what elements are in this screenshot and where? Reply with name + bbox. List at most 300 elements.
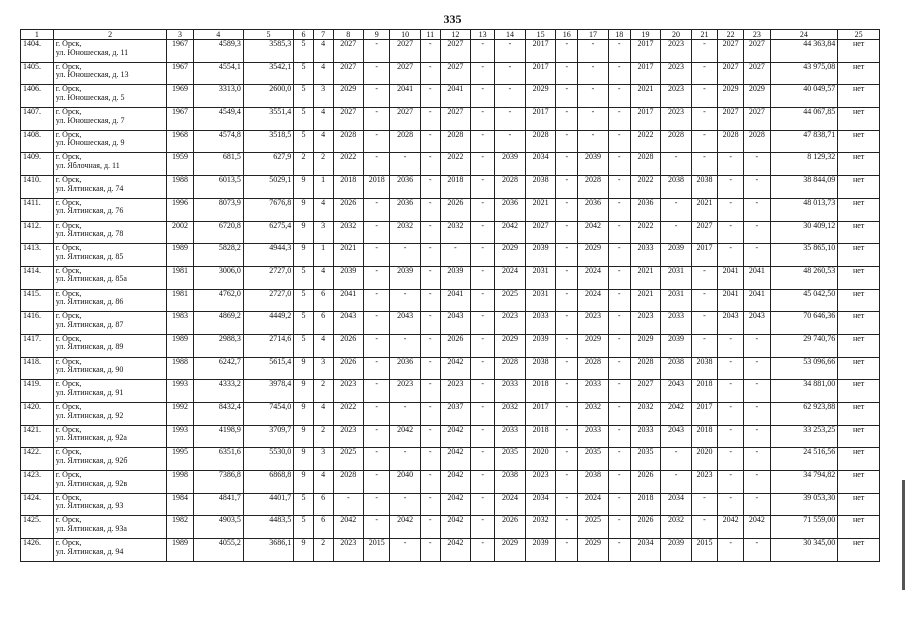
year-cell: - [420,108,440,131]
year-cell: 2024 [495,493,526,516]
year-cell: 2042 [744,516,770,539]
year-cell: 2028 [578,357,609,380]
year-cell: 2027 [744,108,770,131]
year-cell: 2018 [440,176,471,199]
row-number-cell: 1407. [21,108,54,131]
year-cell: - [744,539,770,562]
year-cell: 6 [313,289,333,312]
address-cell: г. Орск, ул. Юношеская, д. 7 [53,108,167,131]
year-cell: - [556,357,578,380]
year-cell: - [471,221,495,244]
row-number-cell: 1413. [21,244,54,267]
year-cell: 1967 [167,62,193,85]
flag-cell: нет [838,493,880,516]
year-cell: 2026 [440,334,471,357]
year-cell: 2036 [630,198,661,221]
year-cell: 5 [294,40,314,63]
year-cell: - [471,40,495,63]
year-cell: 2002 [167,221,193,244]
row-number-cell: 1409. [21,153,54,176]
year-cell: 5 [294,266,314,289]
address-cell: г. Орск, ул. Ялтинская, д. 89 [53,334,167,357]
year-cell: 2021 [333,244,364,267]
year-cell: 2041 [718,289,744,312]
cost-cell: 38 844,09 [770,176,838,199]
cost-cell: 70 646,36 [770,312,838,335]
year-cell: 2018 [630,493,661,516]
year-cell: - [364,380,390,403]
year-cell: 2042 [440,493,471,516]
year-cell: 2028 [390,130,421,153]
year-cell: 2042 [440,425,471,448]
year-cell: 9 [294,221,314,244]
area-cell: 4449,2 [243,312,293,335]
year-cell: - [556,62,578,85]
year-cell: 2043 [390,312,421,335]
year-cell: - [691,312,717,335]
table-row [21,312,880,335]
year-cell: - [718,448,744,471]
address-cell: г. Орск, ул. Ялтинская, д. 85а [53,266,167,289]
year-cell: - [608,130,630,153]
year-cell: - [691,266,717,289]
year-cell: - [608,289,630,312]
year-cell: - [471,448,495,471]
year-cell: 2028 [440,130,471,153]
year-cell: - [556,108,578,131]
header-cell-col-13: 13 [471,30,495,40]
year-cell: - [471,130,495,153]
year-cell: - [608,448,630,471]
year-cell: - [718,221,744,244]
flag-cell: нет [838,334,880,357]
year-cell: 2033 [525,312,556,335]
year-cell: 2023 [525,471,556,494]
year-cell: 2027 [718,62,744,85]
year-cell: - [440,244,471,267]
year-cell: - [364,448,390,471]
cost-cell: 8 129,32 [770,153,838,176]
year-cell: - [390,334,421,357]
year-cell: - [718,380,744,403]
year-cell: - [718,176,744,199]
year-cell: 2032 [630,403,661,426]
address-cell: г. Орск, ул. Яблочная, д. 11 [53,153,167,176]
year-cell: 2041 [718,266,744,289]
year-cell: 2029 [744,85,770,108]
area-cell: 4055,2 [193,539,243,562]
year-cell: 2038 [661,357,692,380]
table-row [21,176,880,199]
header-cell-col-12: 12 [440,30,471,40]
year-cell: - [420,334,440,357]
year-cell: - [471,334,495,357]
year-cell: 2034 [525,493,556,516]
year-cell: 2015 [691,539,717,562]
year-cell: - [744,357,770,380]
year-cell: 2028 [630,153,661,176]
table-row [21,244,880,267]
header-cell-col-22: 22 [718,30,744,40]
year-cell: - [364,357,390,380]
year-cell: - [718,198,744,221]
year-cell: 9 [294,244,314,267]
year-cell: - [471,516,495,539]
year-cell: 2038 [691,357,717,380]
year-cell: - [608,380,630,403]
year-cell: - [364,130,390,153]
table-row [21,289,880,312]
year-cell: 9 [294,471,314,494]
year-cell: - [608,62,630,85]
year-cell: - [608,493,630,516]
year-cell: 2018 [525,425,556,448]
flag-cell: нет [838,40,880,63]
year-cell: 1 [313,244,333,267]
year-cell: 2028 [495,357,526,380]
year-cell: 2026 [495,516,526,539]
housing-repair-table [20,29,880,562]
year-cell: 5 [294,289,314,312]
year-cell: 5 [294,130,314,153]
year-cell: 1989 [167,334,193,357]
year-cell: - [420,425,440,448]
year-cell: - [744,471,770,494]
year-cell: 2022 [630,130,661,153]
year-cell: 2027 [333,62,364,85]
year-cell: - [364,85,390,108]
year-cell: - [364,403,390,426]
row-number-cell: 1415. [21,289,54,312]
year-cell: - [608,221,630,244]
year-cell: 3 [313,85,333,108]
cost-cell: 30 345,00 [770,539,838,562]
year-cell: 2027 [440,108,471,131]
year-cell: 2040 [390,471,421,494]
year-cell: 4 [313,266,333,289]
year-cell: 1993 [167,380,193,403]
year-cell: - [420,153,440,176]
header-cell-col-15: 15 [525,30,556,40]
year-cell: 2041 [390,85,421,108]
year-cell: 2042 [440,471,471,494]
year-cell: 2024 [578,493,609,516]
year-cell: - [691,289,717,312]
address-cell: г. Орск, ул. Ялтинская, д. 74 [53,176,167,199]
year-cell: 2028 [630,357,661,380]
year-cell: - [691,40,717,63]
header-cell-col-2: 2 [53,30,167,40]
cost-cell: 71 559,00 [770,516,838,539]
year-cell: 6 [313,312,333,335]
year-cell: - [556,198,578,221]
year-cell: 2041 [440,85,471,108]
header-cell-col-25: 25 [838,30,880,40]
header-cell-col-18: 18 [608,30,630,40]
area-cell: 4841,7 [193,493,243,516]
year-cell: 1968 [167,130,193,153]
year-cell: 2029 [718,85,744,108]
table-row [21,221,880,244]
year-cell: 2028 [578,176,609,199]
area-cell: 3542,1 [243,62,293,85]
year-cell: 2 [294,153,314,176]
year-cell: 2041 [333,289,364,312]
year-cell: 2029 [495,244,526,267]
header-cell-col-3: 3 [167,30,193,40]
year-cell: 2023 [661,85,692,108]
year-cell: 2032 [390,221,421,244]
year-cell: - [608,516,630,539]
cost-cell: 34 794,82 [770,471,838,494]
year-cell: - [364,198,390,221]
year-cell: 4 [313,198,333,221]
table-row [21,357,880,380]
address-cell: г. Орск, ул. Юношеская, д. 5 [53,85,167,108]
flag-cell: нет [838,176,880,199]
year-cell: - [495,108,526,131]
year-cell: 2029 [630,334,661,357]
year-cell: - [420,198,440,221]
year-cell: - [390,289,421,312]
year-cell: - [608,312,630,335]
year-cell: 2017 [525,40,556,63]
year-cell: - [364,334,390,357]
year-cell: - [420,312,440,335]
year-cell: - [420,289,440,312]
year-cell: - [495,85,526,108]
year-cell: 2032 [440,221,471,244]
year-cell: 2022 [440,153,471,176]
year-cell: 3 [313,357,333,380]
year-cell: 2035 [495,448,526,471]
year-cell: - [556,448,578,471]
year-cell: - [364,108,390,131]
year-cell: - [744,448,770,471]
year-cell: 2017 [525,62,556,85]
header-cell-col-21: 21 [691,30,717,40]
year-cell: 2031 [661,266,692,289]
year-cell: 1959 [167,153,193,176]
address-cell: г. Орск, ул. Ялтинская, д. 92б [53,448,167,471]
area-cell: 6242,7 [193,357,243,380]
flag-cell: нет [838,312,880,335]
year-cell: 2021 [691,198,717,221]
year-cell: 5 [294,516,314,539]
year-cell: 2039 [578,153,609,176]
year-cell: - [420,448,440,471]
row-number-cell: 1417. [21,334,54,357]
year-cell: 2026 [333,334,364,357]
year-cell: - [364,471,390,494]
year-cell: 2029 [578,539,609,562]
year-cell: - [556,244,578,267]
area-cell: 3551,4 [243,108,293,131]
year-cell: 2029 [495,539,526,562]
address-cell: г. Орск, ул. Ялтинская, д. 91 [53,380,167,403]
year-cell: - [608,266,630,289]
year-cell: - [390,153,421,176]
cost-cell: 40 049,57 [770,85,838,108]
year-cell: 2036 [390,357,421,380]
year-cell: 2023 [661,108,692,131]
year-cell: 2033 [661,312,692,335]
year-cell: 2033 [578,380,609,403]
flag-cell: нет [838,108,880,131]
year-cell: 2039 [525,334,556,357]
year-cell: 2023 [661,62,692,85]
row-number-cell: 1412. [21,221,54,244]
year-cell: 1996 [167,198,193,221]
year-cell: 2023 [661,40,692,63]
area-cell: 4589,3 [193,40,243,63]
year-cell: - [420,471,440,494]
cost-cell: 24 516,56 [770,448,838,471]
year-cell: - [556,516,578,539]
area-cell: 3006,0 [193,266,243,289]
year-cell: 2023 [333,539,364,562]
year-cell: 1998 [167,471,193,494]
year-cell: - [718,493,744,516]
year-cell: 2027 [525,221,556,244]
year-cell: - [718,403,744,426]
flag-cell: нет [838,153,880,176]
year-cell: - [691,493,717,516]
year-cell: - [608,40,630,63]
area-cell: 4903,5 [193,516,243,539]
year-cell: 1995 [167,448,193,471]
year-cell: 2026 [630,516,661,539]
area-cell: 3518,5 [243,130,293,153]
area-cell: 6275,4 [243,221,293,244]
year-cell: 9 [294,403,314,426]
row-number-cell: 1421. [21,425,54,448]
area-cell: 3585,3 [243,40,293,63]
year-cell: 4 [313,130,333,153]
year-cell: 2028 [525,130,556,153]
year-cell: - [744,244,770,267]
year-cell: - [608,176,630,199]
year-cell: 2023 [333,380,364,403]
header-cell-col-10: 10 [390,30,421,40]
cost-cell: 45 042,50 [770,289,838,312]
year-cell: 1967 [167,108,193,131]
address-cell: г. Орск, ул. Ялтинская, д. 93а [53,516,167,539]
year-cell: 9 [294,425,314,448]
year-cell: 2039 [333,266,364,289]
year-cell: - [608,425,630,448]
year-cell: 2029 [578,244,609,267]
year-cell: 2028 [333,471,364,494]
header-cell-col-17: 17 [578,30,609,40]
address-cell: г. Орск, ул. Ялтинская, д. 86 [53,289,167,312]
year-cell: - [608,108,630,131]
area-cell: 6013,5 [193,176,243,199]
table-row [21,85,880,108]
year-cell: - [608,153,630,176]
flag-cell: нет [838,380,880,403]
year-cell: 9 [294,380,314,403]
area-cell: 4401,7 [243,493,293,516]
area-cell: 6720,8 [193,221,243,244]
year-cell: - [364,266,390,289]
year-cell: - [608,357,630,380]
year-cell: 2036 [390,198,421,221]
cost-cell: 29 740,76 [770,334,838,357]
year-cell: 2043 [333,312,364,335]
year-cell: 2027 [744,62,770,85]
year-cell: 2043 [661,425,692,448]
year-cell: - [471,493,495,516]
year-cell: - [364,221,390,244]
header-cell-col-24: 24 [770,30,838,40]
year-cell: 2039 [525,244,556,267]
year-cell: - [744,403,770,426]
year-cell: 2027 [440,62,471,85]
year-cell: 2017 [525,403,556,426]
year-cell: 9 [294,448,314,471]
year-cell: 2042 [390,516,421,539]
year-cell: - [608,471,630,494]
year-cell: 2024 [495,266,526,289]
year-cell: - [661,471,692,494]
year-cell: 1981 [167,289,193,312]
year-cell: 2036 [495,198,526,221]
year-cell: 2023 [630,312,661,335]
year-cell: 2026 [630,471,661,494]
year-cell: - [744,493,770,516]
year-cell: - [718,471,744,494]
year-cell: 2039 [661,539,692,562]
year-cell: 2029 [525,85,556,108]
year-cell: - [471,244,495,267]
year-cell: 2021 [630,266,661,289]
year-cell: - [420,221,440,244]
year-cell: 2032 [495,403,526,426]
year-cell: 2043 [718,312,744,335]
year-cell: 2029 [578,334,609,357]
year-cell: - [556,334,578,357]
year-cell: - [364,312,390,335]
year-cell: 2036 [578,198,609,221]
area-cell: 7386,8 [193,471,243,494]
address-cell: г. Орск, ул. Ялтинская, д. 92в [53,471,167,494]
header-cell-col-20: 20 [661,30,692,40]
year-cell: 2032 [578,403,609,426]
year-cell: 2 [313,539,333,562]
row-number-cell: 1406. [21,85,54,108]
flag-cell: нет [838,403,880,426]
year-cell: - [608,539,630,562]
year-cell: 2024 [578,266,609,289]
year-cell: 2017 [525,108,556,131]
year-cell: - [578,40,609,63]
flag-cell: нет [838,357,880,380]
year-cell: 2039 [661,244,692,267]
header-cell-col-14: 14 [495,30,526,40]
year-cell: 2031 [525,289,556,312]
year-cell: - [420,539,440,562]
year-cell: 2 [313,153,333,176]
table-row [21,403,880,426]
year-cell: - [420,176,440,199]
area-cell: 2714,6 [243,334,293,357]
year-cell: - [718,334,744,357]
year-cell: 9 [294,198,314,221]
year-cell: 2027 [744,40,770,63]
year-cell: - [608,403,630,426]
year-cell: - [608,198,630,221]
